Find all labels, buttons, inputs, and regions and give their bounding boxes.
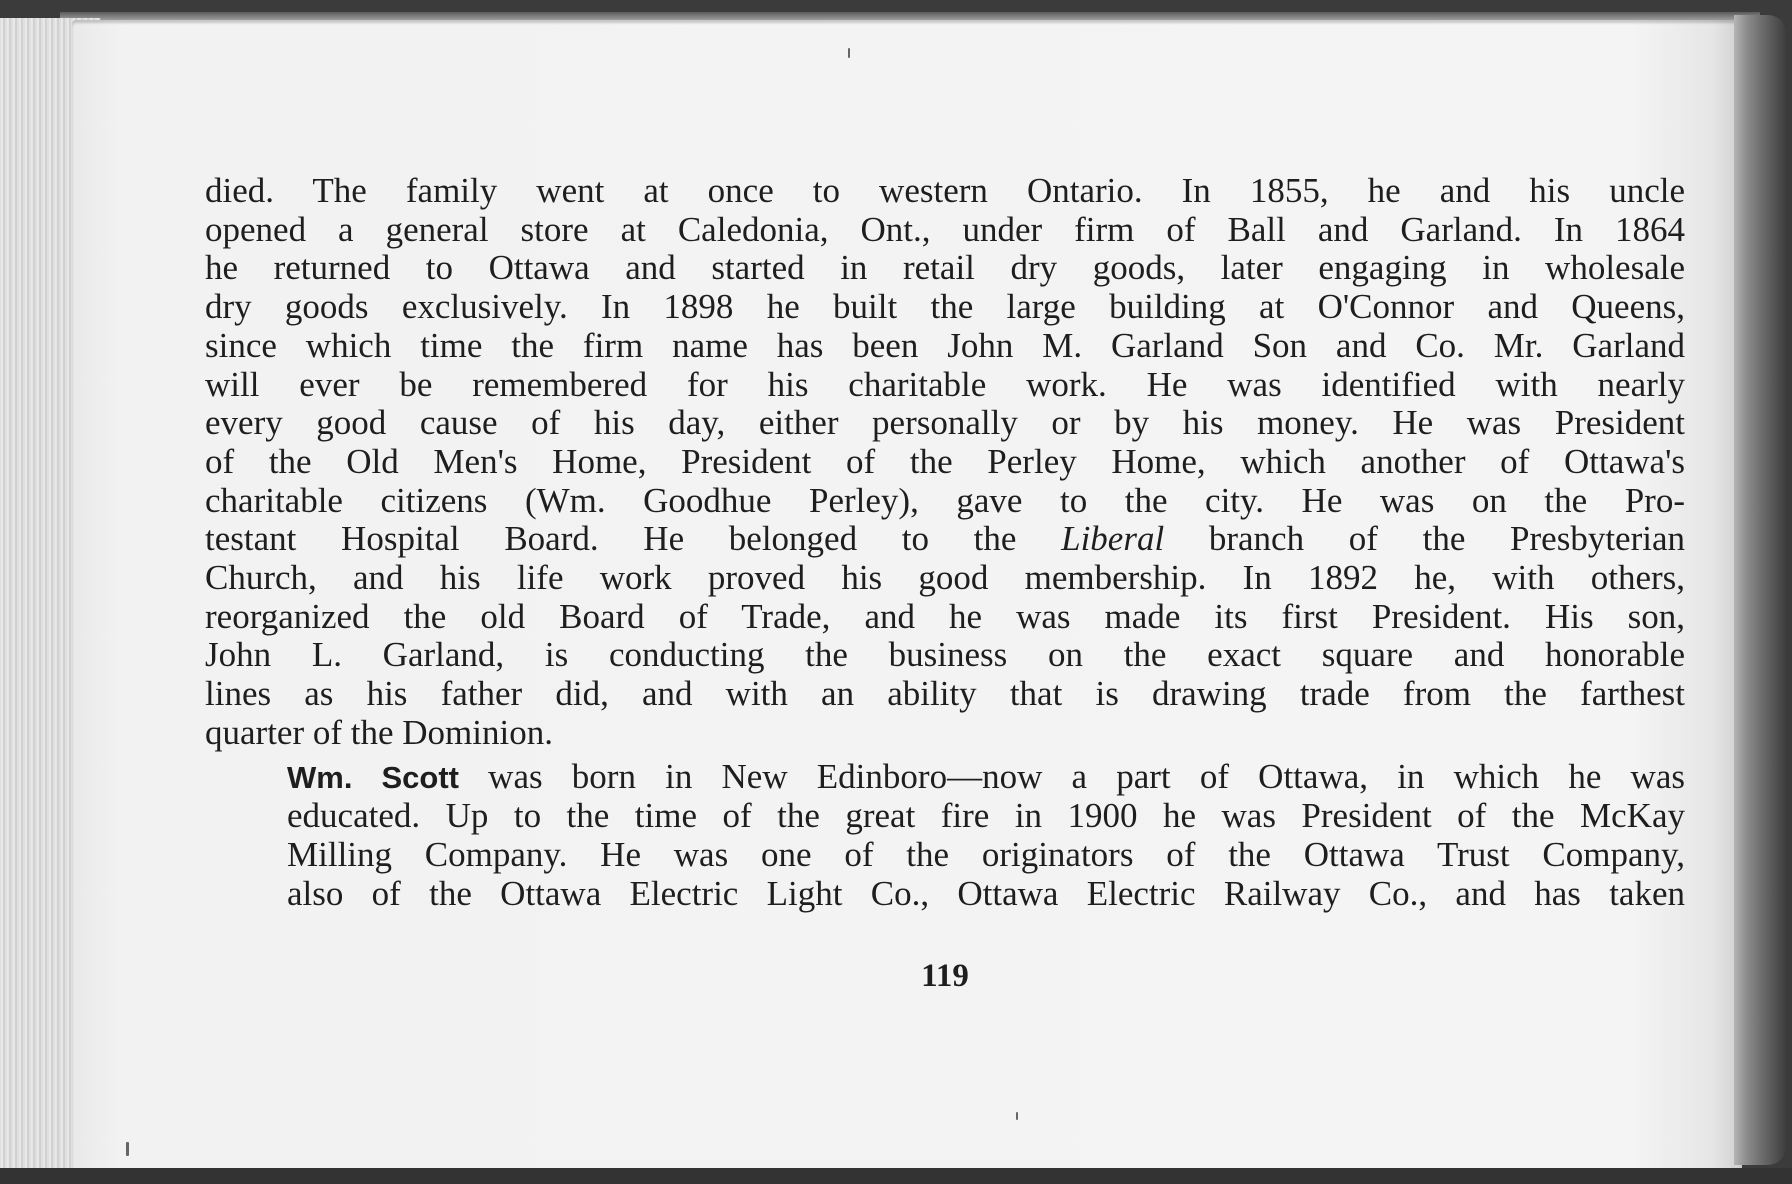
text-segment: was born in New Edinboro—now a part of Ottawa, in which he was (458, 756, 1685, 796)
page-number: 119 (921, 958, 969, 994)
text-segment: testant Hospital Board. He belonged to the (205, 519, 1062, 559)
text-line: he returned to Ottawa and started in retail dry goods, later engaging in wholesale (205, 248, 1685, 288)
text-line: Milling Company. He was one of the originators of the Ottawa Trust Company, (287, 834, 1685, 874)
text-line: also of the Ottawa Electric Light Co., Ottawa Electric Railway Co., and has taken (287, 873, 1685, 913)
text-line: since which time the firm name has been John M. Garland Son and Co. Mr. Garland (205, 325, 1685, 365)
text-line: lines as his father did, and with an ability that is drawing trade from the farthest (205, 674, 1685, 714)
text-line: died. The family went at once to western Ontario. In 1855, he and his uncle (205, 171, 1685, 210)
text-line: Church, and his life work proved his good membership. In 1892 he, with others, (205, 558, 1685, 598)
text-line: will ever be remembered for his charitable work. He was identified with nearly (205, 364, 1685, 404)
text-line: reorganized the old Board of Trade, and he was made its first President. His son, (205, 596, 1685, 636)
text-line: dry goods exclusively. In 1898 he built the large building at O'Connor and Queens, (205, 287, 1685, 327)
italic-word: Liberal (1061, 519, 1165, 559)
text-segment: branch of the Presbyterian (1164, 519, 1685, 559)
text-line: of the Old Men's Home, President of the Perley Home, which another of Ottawa's (205, 441, 1685, 481)
text-line: quarter of the Dominion. (205, 712, 553, 752)
paragraph-scott (205, 758, 1685, 914)
book-bottom-edge (0, 1168, 1792, 1184)
text-line: opened a general store at Caledonia, Ont., under firm of Ball and Garland. In 1864 (205, 209, 1685, 249)
book-spine-edge (1734, 15, 1786, 1165)
text-line: John L. Garland, is conducting the business on the exact square and honorable (205, 635, 1685, 675)
person-name: Wm. Scott (287, 759, 459, 795)
text-line-with-italic (205, 520, 1685, 559)
body-text (205, 172, 1685, 913)
page-speck (1016, 1112, 1018, 1120)
text-line: charitable citizens (Wm. Goodhue Perley), gave to the city. He was on the Pro- (205, 480, 1685, 520)
text-line: educated. Up to the time of the great fire in 1900 he was President of the McKay (287, 796, 1685, 836)
page-speck (126, 1142, 129, 1156)
text-line: every good cause of his day, either personally or by his money. He was President (205, 403, 1685, 443)
page-speck (848, 48, 850, 58)
text-line-with-name (205, 758, 1685, 798)
paragraph-garland (205, 172, 1685, 753)
